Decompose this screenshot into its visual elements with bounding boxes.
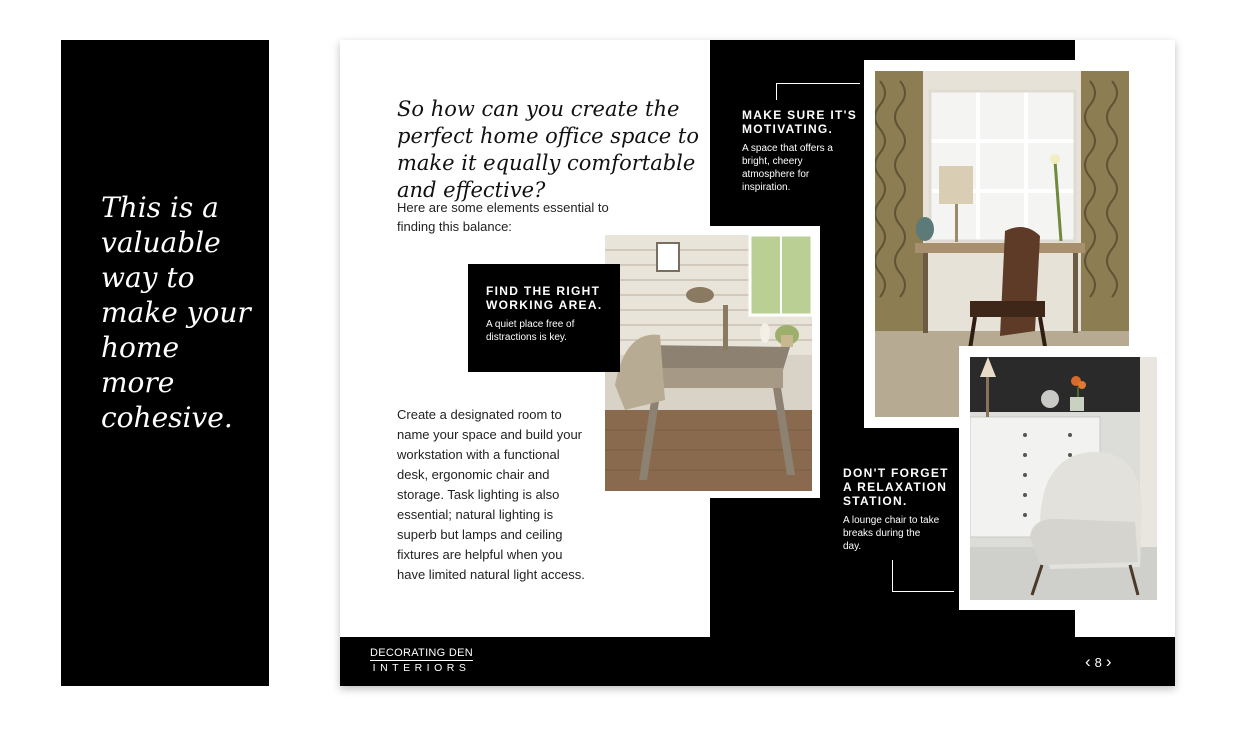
- logo-top-text: DECORATING DEN: [370, 647, 474, 659]
- motivating-accent-line-h: [776, 83, 860, 84]
- relaxation-subtitle: A lounge chair to take breaks during the day.: [843, 515, 940, 552]
- lounge-chair-photo-frame: [959, 346, 1164, 610]
- body-text: Create a designated room to name your space and build your workstation with a functional desk, ergonomic chair and storage. Task lighting is also essential; natural lighting is superb but lamps and ceiling fixtures are helpful when you have limited natural light access.: [397, 407, 585, 582]
- logo-bottom-text: INTERIORS: [370, 660, 473, 674]
- side-quote-panel: [61, 40, 269, 686]
- motivating-accent-line-v: [776, 83, 777, 100]
- lounge-chair-photo: [970, 357, 1157, 600]
- page-number: 8: [1094, 654, 1102, 670]
- find-area-box: [468, 264, 620, 372]
- pager: [1085, 652, 1112, 672]
- relaxation-box: [843, 466, 958, 553]
- motivating-title: MAKE SURE IT'S MOTIVATING.: [742, 108, 858, 136]
- motivating-subtitle: A space that offers a bright, cheery atmosphere for inspiration.: [742, 143, 833, 193]
- page-heading: So how can you create the perfect home office space to make it equally comfortable and effective?: [397, 97, 699, 202]
- motivating-box: [742, 108, 862, 194]
- find-area-subtitle: A quiet place free of distractions is key.: [486, 319, 575, 343]
- relaxation-accent-line-v: [892, 560, 893, 592]
- prev-page-button[interactable]: ‹: [1085, 652, 1091, 671]
- intro-text: Here are some elements essential to finding this balance:: [397, 200, 609, 234]
- desk-photo: [605, 235, 812, 491]
- side-quote: This is a valuable way to make your home more cohesive.: [101, 191, 251, 434]
- relaxation-title: DON'T FORGET A RELAXATION STATION.: [843, 466, 949, 508]
- relaxation-accent-line-h: [892, 591, 954, 592]
- next-page-button[interactable]: ›: [1105, 652, 1112, 671]
- desk-photo-frame: [598, 226, 820, 498]
- brochure-page: [340, 40, 1175, 686]
- find-area-title: FIND THE RIGHT WORKING AREA.: [486, 284, 603, 312]
- brand-logo: [370, 647, 473, 674]
